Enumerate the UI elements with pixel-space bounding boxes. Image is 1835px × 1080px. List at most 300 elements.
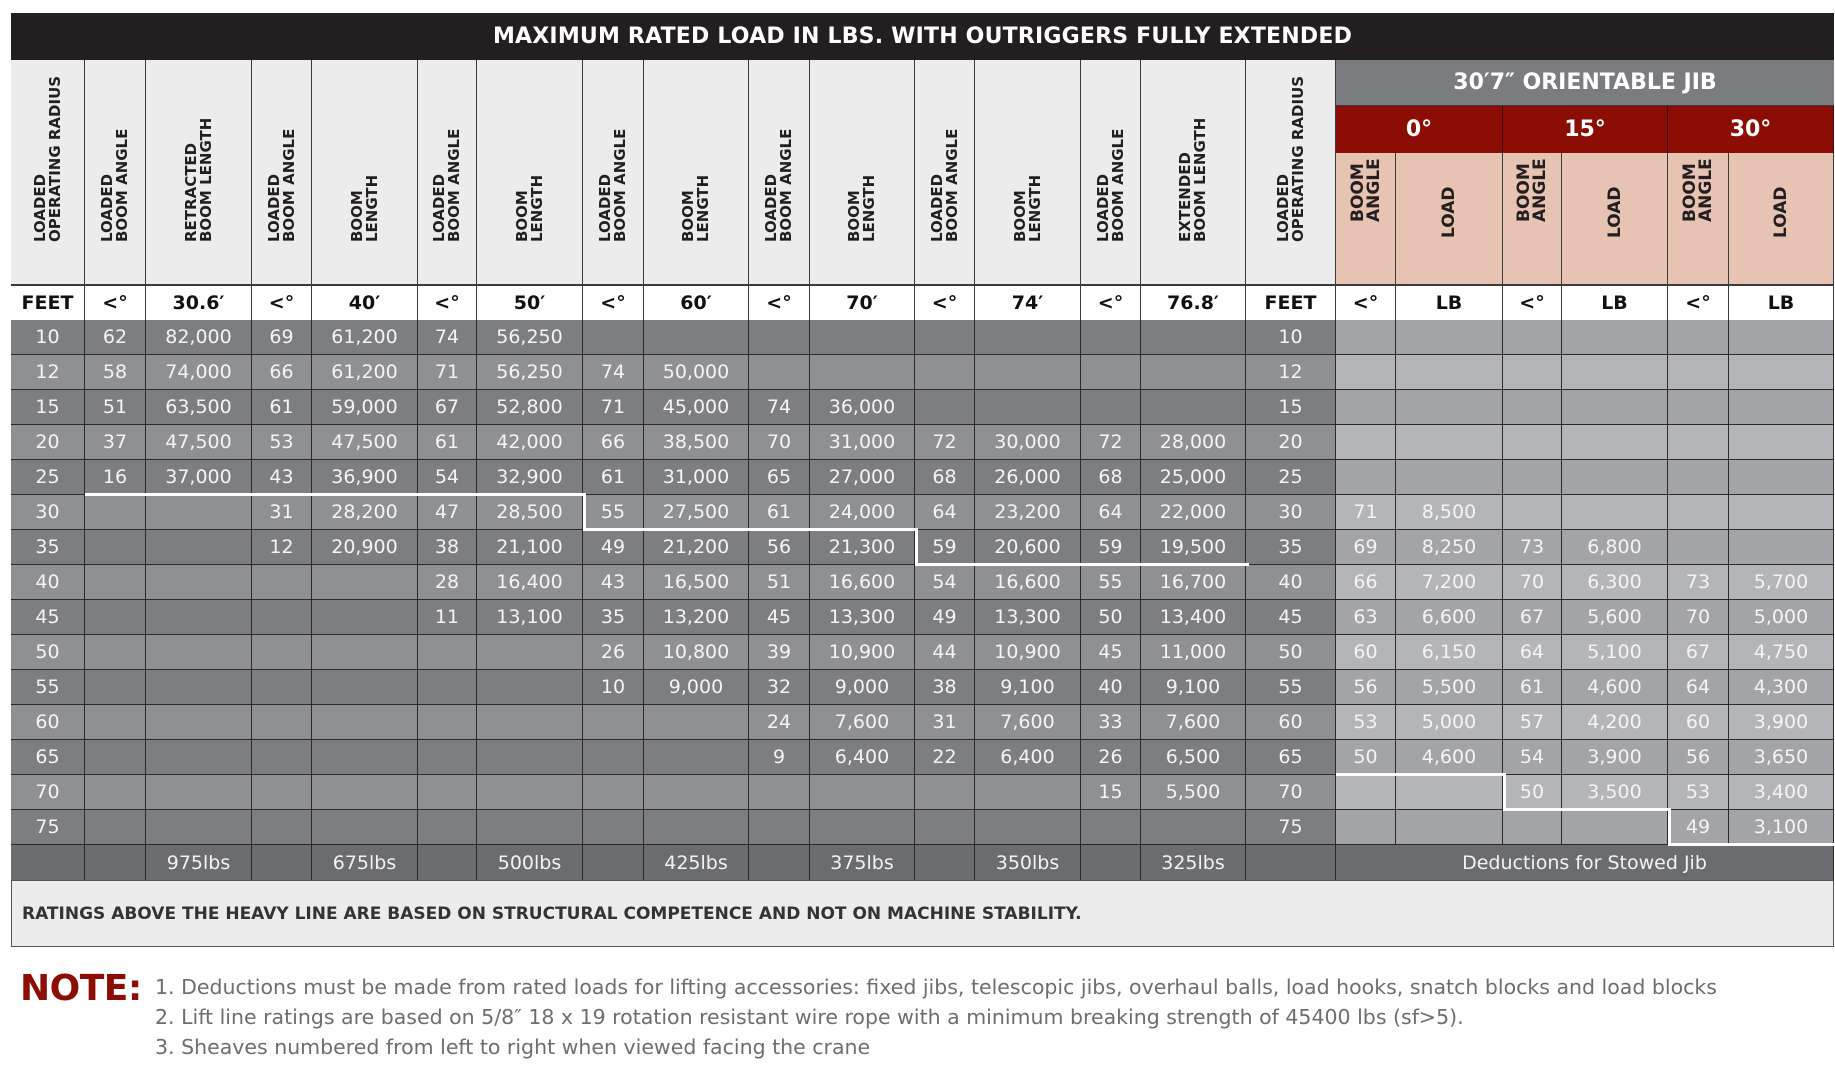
load-cell: 9,000 (810, 670, 915, 705)
load-cell (1141, 810, 1246, 845)
boom-angle-cell (418, 810, 477, 845)
boom-angle-cell: 67 (418, 390, 477, 425)
heavy-line-segment (975, 563, 1084, 566)
deduction-cell: 350lbs (975, 845, 1081, 880)
boom-angle-cell: 44 (915, 635, 975, 670)
radius-cell: 45 (11, 600, 85, 635)
column-unit: <° (915, 284, 975, 320)
load-cell: 6,500 (1141, 740, 1246, 775)
jib-unit: LB (1396, 284, 1503, 320)
column-header (915, 60, 975, 284)
boom-angle-cell (85, 565, 146, 600)
jib-load-cell: 3,650 (1729, 740, 1834, 775)
jib-angle-cell: 67 (1503, 600, 1562, 635)
boom-angle-cell: 61 (418, 425, 477, 460)
heavy-line-segment (1729, 843, 1835, 846)
boom-angle-cell: 62 (85, 320, 146, 355)
boom-angle-cell: 9 (749, 740, 810, 775)
jib-angle-cell: 50 (1336, 740, 1396, 775)
boom-angle-cell: 15 (1081, 775, 1141, 810)
jib-angle-cell: 69 (1336, 530, 1396, 565)
boom-angle-cell: 64 (1081, 495, 1141, 530)
jib-load-cell: 3,500 (1562, 775, 1668, 810)
deduction-cell (749, 845, 810, 880)
boom-angle-cell: 71 (418, 355, 477, 390)
heavy-line-segment (644, 528, 752, 531)
jib-load-cell (1562, 495, 1668, 530)
jib-angle-header: 15° (1503, 106, 1668, 153)
column-header (11, 60, 85, 284)
jib-angle-cell: 63 (1336, 600, 1396, 635)
jib-angle-cell: 60 (1668, 705, 1729, 740)
column-header-label: BOOM LENGTH (845, 174, 878, 242)
load-cell: 22,000 (1141, 495, 1246, 530)
jib-load-cell (1396, 425, 1503, 460)
deduction-cell (583, 845, 644, 880)
boom-angle-cell (252, 740, 312, 775)
load-cell: 13,300 (810, 600, 915, 635)
boom-angle-cell: 59 (1081, 530, 1141, 565)
load-cell (146, 600, 252, 635)
load-cell (810, 775, 915, 810)
column-header (477, 60, 583, 284)
deduction-cell: 425lbs (644, 845, 749, 880)
jib-load-cell: 4,750 (1729, 635, 1834, 670)
load-cell: 21,100 (477, 530, 583, 565)
load-cell (477, 635, 583, 670)
column-unit: <° (418, 284, 477, 320)
column-header-label: BOOM LENGTH (512, 174, 546, 242)
load-cell (477, 670, 583, 705)
heavy-line-segment (1141, 563, 1249, 566)
jib-angle-cell: 54 (1503, 740, 1562, 775)
load-cell: 56,250 (477, 355, 583, 390)
radius-cell: 50 (1246, 635, 1336, 670)
load-cell: 47,500 (312, 425, 418, 460)
jib-title: 30′7″ ORIENTABLE JIB (1336, 60, 1834, 106)
column-header (1081, 60, 1141, 284)
column-header-label: LOADED BOOM ANGLE (596, 128, 629, 242)
boom-angle-cell (85, 600, 146, 635)
heavy-line-step (1503, 773, 1506, 811)
boom-angle-cell: 68 (1081, 460, 1141, 495)
heavy-line-step (1668, 808, 1671, 846)
heavy-line-segment (312, 493, 421, 496)
note-item: 1. Deductions must be made from rated loads for lifting accessories: fixed jibs, telescopic jibs, overhaul balls, load hooks, snatch blocks and load blocks (155, 975, 1717, 999)
boom-angle-cell (85, 635, 146, 670)
jib-angle-header: 0° (1336, 106, 1503, 153)
column-header-label: LOADED OPERATING RADIUS (1273, 75, 1307, 242)
boom-angle-cell: 49 (915, 600, 975, 635)
column-header-label: LOADED BOOM ANGLE (762, 128, 795, 242)
column-header-label: BOOM LENGTH (1010, 174, 1044, 242)
boom-angle-cell (915, 390, 975, 425)
boom-angle-cell (749, 355, 810, 390)
radius-cell: 20 (11, 425, 85, 460)
jib-load-cell: 5,600 (1562, 600, 1668, 635)
jib-subheader (1503, 153, 1562, 284)
deduction-cell: 975lbs (146, 845, 252, 880)
load-cell: 9,100 (1141, 670, 1246, 705)
boom-angle-cell: 70 (749, 425, 810, 460)
load-cell: 47,500 (146, 425, 252, 460)
load-cell (146, 670, 252, 705)
boom-angle-cell (583, 775, 644, 810)
jib-angle-cell: 70 (1668, 600, 1729, 635)
jib-angle-cell (1503, 495, 1562, 530)
load-cell: 9,100 (975, 670, 1081, 705)
boom-angle-cell: 10 (583, 670, 644, 705)
load-cell: 23,200 (975, 495, 1081, 530)
jib-angle-cell (1503, 425, 1562, 460)
radius-cell: 10 (1246, 320, 1336, 355)
boom-angle-cell (915, 810, 975, 845)
jib-load-cell: 4,600 (1396, 740, 1503, 775)
jib-load-cell: 5,000 (1396, 705, 1503, 740)
jib-angle-cell (1668, 460, 1729, 495)
note-label: NOTE: (20, 968, 142, 1009)
deduction-cell: 375lbs (810, 845, 915, 880)
column-header (583, 60, 644, 284)
boom-angle-cell (85, 705, 146, 740)
boom-angle-cell (583, 320, 644, 355)
load-cell (312, 670, 418, 705)
load-cell (477, 705, 583, 740)
boom-angle-cell: 35 (583, 600, 644, 635)
boom-angle-cell: 50 (1081, 600, 1141, 635)
load-cell: 38,500 (644, 425, 749, 460)
boom-angle-cell (85, 495, 146, 530)
column-unit: 76.8′ (1141, 284, 1246, 320)
load-cell (312, 740, 418, 775)
column-header-label: RETRACTED BOOM LENGTH (181, 117, 215, 242)
column-header (312, 60, 418, 284)
jib-load-cell: 4,300 (1729, 670, 1834, 705)
jib-angle-cell (1336, 460, 1396, 495)
boom-angle-cell: 38 (418, 530, 477, 565)
jib-angle-cell (1336, 390, 1396, 425)
radius-cell: 30 (11, 495, 85, 530)
boom-angle-cell: 74 (749, 390, 810, 425)
note-item: 2. Lift line ratings are based on 5/8″ 18 x 19 rotation resistant wire rope with a minimum breaking strength of 45400 lbs (sf>5). (155, 1005, 1464, 1029)
load-cell (146, 530, 252, 565)
jib-load-cell (1396, 810, 1503, 845)
boom-angle-cell (749, 775, 810, 810)
radius-cell: 15 (1246, 390, 1336, 425)
boom-angle-cell: 37 (85, 425, 146, 460)
heavy-line-segment (252, 493, 315, 496)
jib-load-cell (1562, 425, 1668, 460)
column-header-label: EXTENDED BOOM LENGTH (1176, 117, 1209, 242)
column-unit: 70′ (810, 284, 915, 320)
boom-angle-cell: 51 (85, 390, 146, 425)
column-unit: 74′ (975, 284, 1081, 320)
jib-angle-cell: 49 (1668, 810, 1729, 845)
radius-cell: 45 (1246, 600, 1336, 635)
boom-angle-cell: 72 (915, 425, 975, 460)
jib-angle-cell (1503, 460, 1562, 495)
heavy-line-segment (1668, 843, 1732, 846)
radius-cell: 75 (1246, 810, 1336, 845)
load-cell (312, 705, 418, 740)
load-cell: 13,400 (1141, 600, 1246, 635)
boom-angle-cell (418, 670, 477, 705)
column-unit: <° (583, 284, 644, 320)
load-cell (975, 355, 1081, 390)
column-unit: 30.6′ (146, 284, 252, 320)
radius-cell: 25 (1246, 460, 1336, 495)
load-cell (312, 600, 418, 635)
load-cell: 27,000 (810, 460, 915, 495)
radius-cell: 35 (11, 530, 85, 565)
load-cell: 52,800 (477, 390, 583, 425)
load-cell (146, 775, 252, 810)
column-unit: FEET (11, 284, 85, 320)
load-cell (312, 635, 418, 670)
jib-load-cell: 5,100 (1562, 635, 1668, 670)
load-cell (477, 740, 583, 775)
boom-angle-cell: 43 (252, 460, 312, 495)
jib-angle-cell: 66 (1336, 565, 1396, 600)
load-cell: 10,900 (810, 635, 915, 670)
jib-angle-cell (1336, 425, 1396, 460)
boom-angle-cell: 71 (583, 390, 644, 425)
boom-angle-cell (1081, 810, 1141, 845)
load-cell: 45,000 (644, 390, 749, 425)
boom-angle-cell: 33 (1081, 705, 1141, 740)
column-header (85, 60, 146, 284)
load-cell (312, 810, 418, 845)
jib-subheader-label: LOAD (1771, 186, 1791, 238)
heavy-line-segment (810, 528, 918, 531)
load-cell: 28,000 (1141, 425, 1246, 460)
load-cell (477, 810, 583, 845)
boom-angle-cell: 26 (1081, 740, 1141, 775)
column-header-label: LOADED BOOM ANGLE (98, 128, 131, 242)
boom-angle-cell: 61 (252, 390, 312, 425)
jib-load-cell (1396, 390, 1503, 425)
load-cell: 19,500 (1141, 530, 1246, 565)
column-header-label: LOADED BOOM ANGLE (264, 128, 298, 242)
deduction-cell (418, 845, 477, 880)
boom-angle-cell: 61 (749, 495, 810, 530)
jib-load-cell: 3,900 (1729, 705, 1834, 740)
load-cell: 6,400 (975, 740, 1081, 775)
load-cell: 28,500 (477, 495, 583, 530)
column-unit: <° (85, 284, 146, 320)
boom-angle-cell (418, 705, 477, 740)
jib-subheader-label: LOAD (1439, 186, 1459, 238)
jib-load-cell (1396, 320, 1503, 355)
boom-angle-cell: 39 (749, 635, 810, 670)
load-cell (477, 775, 583, 810)
heavy-line-segment (915, 563, 978, 566)
jib-angle-cell: 56 (1668, 740, 1729, 775)
boom-angle-cell: 45 (749, 600, 810, 635)
load-cell (146, 810, 252, 845)
load-cell: 16,600 (810, 565, 915, 600)
jib-angle-cell: 56 (1336, 670, 1396, 705)
load-cell: 63,500 (146, 390, 252, 425)
boom-angle-cell: 58 (85, 355, 146, 390)
boom-angle-cell: 31 (252, 495, 312, 530)
boom-angle-cell (252, 705, 312, 740)
load-cell: 31,000 (644, 460, 749, 495)
heavy-line-step (583, 493, 586, 531)
boom-angle-cell (252, 565, 312, 600)
column-header (749, 60, 810, 284)
radius-cell: 75 (11, 810, 85, 845)
load-cell (975, 320, 1081, 355)
load-cell: 37,000 (146, 460, 252, 495)
jib-load-cell (1729, 390, 1834, 425)
jib-load-cell (1729, 320, 1834, 355)
boom-angle-cell: 43 (583, 565, 644, 600)
jib-load-cell: 8,250 (1396, 530, 1503, 565)
load-cell: 25,000 (1141, 460, 1246, 495)
boom-angle-cell: 12 (252, 530, 312, 565)
heavy-line-segment (85, 493, 149, 496)
load-cell: 50,000 (644, 355, 749, 390)
boom-angle-cell (252, 775, 312, 810)
boom-angle-cell: 53 (252, 425, 312, 460)
radius-cell: 12 (1246, 355, 1336, 390)
load-cell: 21,300 (810, 530, 915, 565)
radius-cell: 70 (1246, 775, 1336, 810)
boom-angle-cell: 47 (418, 495, 477, 530)
jib-load-cell (1562, 320, 1668, 355)
load-cell: 5,500 (1141, 775, 1246, 810)
heavy-line-segment (477, 493, 586, 496)
boom-angle-cell: 16 (85, 460, 146, 495)
boom-angle-cell: 54 (915, 565, 975, 600)
load-cell (146, 635, 252, 670)
boom-angle-cell (252, 600, 312, 635)
boom-angle-cell: 45 (1081, 635, 1141, 670)
heavy-line-segment (146, 493, 255, 496)
jib-angle-cell: 53 (1336, 705, 1396, 740)
load-cell: 9,000 (644, 670, 749, 705)
boom-angle-cell: 59 (915, 530, 975, 565)
boom-angle-cell: 26 (583, 635, 644, 670)
heavy-line-segment (1503, 808, 1565, 811)
boom-angle-cell (915, 320, 975, 355)
jib-angle-cell (1336, 320, 1396, 355)
boom-angle-cell (418, 775, 477, 810)
boom-angle-cell: 49 (583, 530, 644, 565)
boom-angle-cell (252, 670, 312, 705)
deduction-cell (252, 845, 312, 880)
jib-load-cell: 5,000 (1729, 600, 1834, 635)
jib-angle-cell (1668, 530, 1729, 565)
load-cell (312, 775, 418, 810)
load-cell: 42,000 (477, 425, 583, 460)
jib-load-cell (1729, 495, 1834, 530)
radius-cell: 10 (11, 320, 85, 355)
column-header (644, 60, 749, 284)
load-cell: 24,000 (810, 495, 915, 530)
column-header-label: LOADED BOOM ANGLE (430, 128, 463, 242)
radius-cell: 12 (11, 355, 85, 390)
column-unit: 50′ (477, 284, 583, 320)
jib-angle-cell: 64 (1668, 670, 1729, 705)
boom-angle-cell: 55 (1081, 565, 1141, 600)
load-cell: 13,100 (477, 600, 583, 635)
boom-angle-cell: 72 (1081, 425, 1141, 460)
jib-subheader (1668, 153, 1729, 284)
load-cell: 27,500 (644, 495, 749, 530)
boom-angle-cell: 69 (252, 320, 312, 355)
boom-angle-cell (1081, 390, 1141, 425)
boom-angle-cell: 22 (915, 740, 975, 775)
jib-angle-cell (1503, 390, 1562, 425)
jib-unit: <° (1668, 284, 1729, 320)
boom-angle-cell (252, 810, 312, 845)
column-unit: <° (252, 284, 312, 320)
radius-cell: 25 (11, 460, 85, 495)
boom-angle-cell: 40 (1081, 670, 1141, 705)
jib-load-cell: 6,600 (1396, 600, 1503, 635)
boom-angle-cell: 32 (749, 670, 810, 705)
jib-angle-cell (1503, 355, 1562, 390)
column-unit: 60′ (644, 284, 749, 320)
load-cell (644, 320, 749, 355)
boom-angle-cell: 74 (418, 320, 477, 355)
load-cell (146, 705, 252, 740)
jib-angle-cell (1336, 810, 1396, 845)
load-cell: 74,000 (146, 355, 252, 390)
jib-subheader-label: LOAD (1604, 186, 1625, 238)
deduction-cell (915, 845, 975, 880)
load-cell: 16,600 (975, 565, 1081, 600)
jib-subheader-label: BOOM ANGLE (1347, 158, 1384, 222)
column-header-label: BOOM LENGTH (347, 174, 381, 242)
jib-load-cell: 3,100 (1729, 810, 1834, 845)
notes-list (155, 972, 1717, 1062)
boom-angle-cell (85, 810, 146, 845)
note-item: 3. Sheaves numbered from left to right when viewed facing the crane (155, 1035, 871, 1059)
boom-angle-cell: 66 (252, 355, 312, 390)
jib-angle-cell (1668, 355, 1729, 390)
jib-angle-cell (1668, 495, 1729, 530)
jib-angle-cell: 53 (1668, 775, 1729, 810)
column-header-label: LOADED BOOM ANGLE (1093, 128, 1127, 242)
load-cell: 59,000 (312, 390, 418, 425)
jib-angle-cell: 73 (1668, 565, 1729, 600)
heavy-line-step (915, 528, 918, 566)
jib-subheader-label: BOOM ANGLE (1680, 158, 1716, 222)
jib-load-cell: 4,200 (1562, 705, 1668, 740)
radius-cell: 15 (11, 390, 85, 425)
jib-angle-cell: 57 (1503, 705, 1562, 740)
jib-load-cell (1396, 775, 1503, 810)
boom-angle-cell: 11 (418, 600, 477, 635)
boom-angle-cell: 54 (418, 460, 477, 495)
load-cell: 30,000 (975, 425, 1081, 460)
jib-angle-cell (1668, 390, 1729, 425)
jib-load-cell: 5,500 (1396, 670, 1503, 705)
ratings-note: RATINGS ABOVE THE HEAVY LINE ARE BASED ON STRUCTURAL COMPETENCE AND NOT ON MACHINE STABILITY. (11, 880, 1834, 947)
deduction-cell (85, 845, 146, 880)
deduction-cell (11, 845, 85, 880)
load-cell: 31,000 (810, 425, 915, 460)
jib-angle-cell (1668, 320, 1729, 355)
heavy-line-segment (1336, 773, 1399, 776)
load-cell: 13,200 (644, 600, 749, 635)
boom-angle-cell: 31 (915, 705, 975, 740)
jib-angle-cell: 71 (1336, 495, 1396, 530)
jib-load-cell (1562, 460, 1668, 495)
